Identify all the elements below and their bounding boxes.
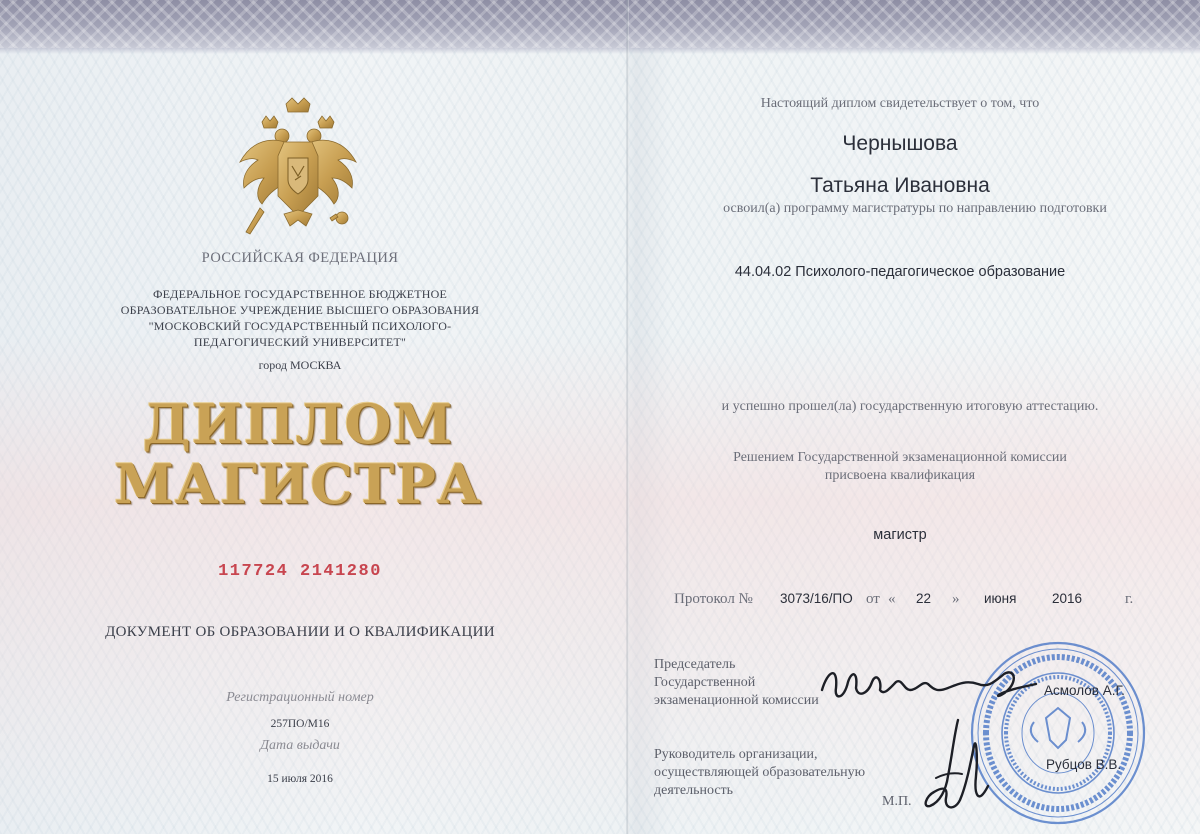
decorative-top-band — [0, 0, 1200, 48]
diploma-title-line1: ДИПЛОМ — [142, 392, 454, 456]
head-title-line: осуществляющей образовательную — [654, 765, 866, 780]
head-title-line: Руководитель организации, — [654, 747, 818, 762]
protocol-quote-close: » — [952, 591, 960, 607]
page-fold — [626, 0, 629, 834]
qualification: магистр — [873, 527, 927, 543]
chair-title-line: Государственной — [654, 675, 756, 690]
issue-date-label: Дата выдачи — [260, 738, 340, 753]
program-name: 44.04.02 Психолого-педагогическое образование — [734, 264, 1066, 280]
seal-place-marker: М.П. — [882, 794, 912, 809]
chair-title-line: экзаменационной комиссии — [654, 693, 819, 708]
head-signature — [918, 716, 994, 816]
protocol-day: 22 — [916, 591, 932, 606]
institution-line: ПЕДАГОГИЧЕСКИЙ УНИВЕРСИТЕТ" — [193, 335, 407, 349]
program-mastered-text: освоил(а) программу магистратуры по направлению подготовки — [723, 201, 1107, 216]
registration-label: Регистрационный номер — [226, 690, 374, 705]
head-name: Рубцов В.В. — [1046, 757, 1122, 772]
institution-name — [120, 286, 480, 350]
institution-line: ОБРАЗОВАТЕЛЬНОЕ УЧРЕЖДЕНИЕ ВЫСШЕГО ОБРАЗОВАНИЯ — [120, 303, 480, 317]
city: город МОСКВА — [258, 358, 342, 372]
issue-date: 15 июля 2016 — [267, 773, 333, 785]
institution-line: ФЕДЕРАЛЬНОЕ ГОСУДАРСТВЕННОЕ БЮДЖЕТНОЕ — [152, 287, 448, 301]
coat-of-arms-emblem — [232, 96, 364, 246]
diploma-title-line2: МАГИСТРА — [114, 452, 482, 516]
registration-number: 257ПО/М16 — [270, 718, 330, 730]
document-type: ДОКУМЕНТ ОБ ОБРАЗОВАНИИ И О КВАЛИФИКАЦИИ — [105, 624, 495, 640]
chair-title-line: Председатель — [654, 657, 736, 672]
graduate-surname: Чернышова — [842, 132, 958, 155]
protocol-year-suffix: г. — [1125, 591, 1134, 607]
protocol-from-word: от — [866, 591, 880, 607]
country-name: РОССИЙСКАЯ ФЕДЕРАЦИЯ — [201, 250, 399, 266]
decision-text-line1: Решением Государственной экзаменационной комиссии — [733, 450, 1067, 465]
protocol-quote-open: « — [888, 591, 896, 607]
graduate-given-names: Татьяна Ивановна — [810, 174, 990, 197]
attestation-text: и успешно прошел(ла) государственную итоговую аттестацию. — [721, 399, 1099, 414]
protocol-year: 2016 — [1052, 591, 1083, 606]
intro-text: Настоящий диплом свидетельствует о том, что — [760, 96, 1040, 111]
institution-line: "МОСКОВСКИЙ ГОСУДАРСТВЕННЫЙ ПСИХОЛОГО- — [148, 319, 452, 333]
chair-signature — [818, 660, 1038, 708]
protocol-month: июня — [984, 591, 1017, 606]
chair-name: Асмолов А.Г. — [1044, 683, 1125, 698]
decision-text-line2: присвоена квалификация — [824, 468, 976, 483]
head-title-line: деятельность — [654, 783, 734, 798]
serial-number: 117724 2141280 — [218, 562, 382, 581]
protocol-number: 3073/16/ПО — [780, 591, 853, 606]
protocol-label: Протокол № — [674, 591, 753, 607]
